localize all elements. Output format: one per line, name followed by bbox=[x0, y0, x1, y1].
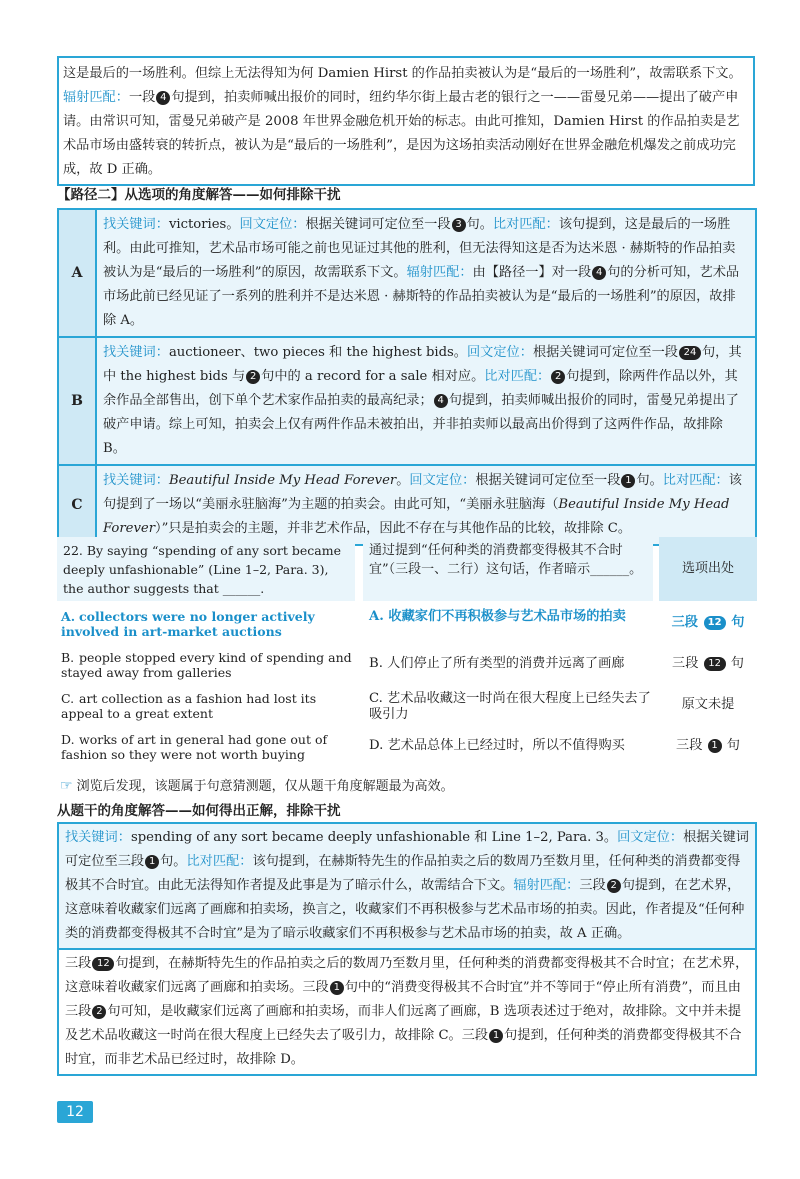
option-cn: C. 艺术品收藏这一时尚在很大程度上已经失去了吸引力 bbox=[369, 691, 651, 722]
option-cn: B. 人们停止了所有类型的消费并远离了画廊 bbox=[369, 656, 625, 671]
radiate-text-end: 句的分析可知，艺术品市场此前已经见证了一系列的胜利并不是达米恩 · 赫斯特的作品拍卖被认为是“最后的一场胜利”的原因，故排除 A。 bbox=[103, 265, 740, 328]
keyword-text: victories。 bbox=[168, 217, 240, 232]
option-en bbox=[57, 609, 355, 639]
sentence-number-icon: 12 bbox=[704, 616, 726, 630]
radiate-label: 辐射匹配： bbox=[513, 878, 580, 893]
compare-text: 该句提到，在赫斯特先生的作品拍卖之后的数周乃至数月里，任何种类的消费都变得极其不合时宜。由此无法得知作者提及此事是为了暗示什么，故需结合下文。 bbox=[65, 854, 741, 893]
compare-label: 比对匹配： bbox=[186, 854, 253, 869]
compare-text: 该句提到了一场以“美丽永驻脑海”为主题的拍卖会。由此可知，“美丽永驻脑海（ bbox=[103, 473, 742, 512]
locate-text: 根据关键词可定位至三段 bbox=[65, 830, 749, 869]
compare-text: 该句提到，这是最后的一场胜利。由此可推知，艺术品市场可能之前也见证过其他的胜利，但无法得知这是否为达米恩 · 赫斯特的作品拍卖被认为是“最后的一场胜利”的原因，故需联系下文。 bbox=[103, 217, 736, 280]
compare-label: 比对匹配： bbox=[492, 217, 559, 232]
locate-label: 回文定位： bbox=[239, 217, 306, 232]
sentence-number-icon: 4 bbox=[592, 266, 606, 280]
option-source bbox=[659, 697, 757, 713]
page-number: 12 bbox=[57, 1101, 93, 1123]
bottom-explanation-box bbox=[57, 822, 757, 1076]
source-header: 选项出处 bbox=[659, 537, 757, 601]
sentence-number-icon: 12 bbox=[704, 657, 726, 671]
keyword-text: auctioneer、two pieces 和 the highest bids。 bbox=[168, 345, 467, 360]
tip-line bbox=[60, 775, 454, 794]
locate-text-end: 句中的 a record for a sale 相对应。 bbox=[261, 369, 485, 384]
keyword-end: 。 bbox=[396, 473, 410, 488]
sentence-number-icon: 2 bbox=[246, 370, 260, 384]
analysis-block-1 bbox=[59, 824, 755, 950]
option-letter: A. bbox=[61, 609, 76, 624]
option-source bbox=[659, 738, 757, 754]
option-letter: C. bbox=[61, 691, 75, 706]
analysis-row-c bbox=[58, 465, 756, 545]
locate-text-mid: 句，其中 the highest bids 与 bbox=[103, 345, 742, 384]
sentence-number-icon: 1 bbox=[145, 855, 159, 869]
row-letter: A bbox=[58, 209, 96, 337]
row-body bbox=[96, 209, 756, 337]
radiate-label: 辐射匹配： bbox=[406, 265, 473, 280]
option-en-text: people stopped every kind of spending and stayed away from galleries bbox=[61, 650, 352, 680]
source-end: 句 bbox=[730, 656, 744, 671]
sentence-number-icon: 3 bbox=[452, 218, 466, 232]
analysis-row-a bbox=[58, 209, 756, 337]
radiation-label: 辐射匹配： bbox=[63, 90, 129, 105]
sentence-number-icon: 1 bbox=[621, 474, 635, 488]
text-part: 句中的“消费变得极其不合时宜”并不等同于“停止所有消费”，而且由三段 bbox=[65, 980, 741, 1019]
option-source bbox=[659, 656, 757, 672]
row-letter: C bbox=[58, 465, 96, 545]
option-letter: B. bbox=[61, 650, 75, 665]
source-text: 原文未提 bbox=[681, 697, 735, 712]
locate-label: 回文定位： bbox=[617, 830, 684, 845]
locate-text: 根据关键词可定位至一段 bbox=[475, 473, 621, 488]
text-part: 三段 bbox=[65, 956, 92, 971]
row-letter: B bbox=[58, 337, 96, 465]
source-text: 三段 bbox=[671, 615, 698, 630]
locate-text-end: 句。 bbox=[466, 217, 493, 232]
keyword-text: spending of any sort became deeply unfashionable 和 Line 1–2, Para. 3。 bbox=[130, 830, 618, 845]
sentence-number-icon: 2 bbox=[92, 1005, 106, 1019]
sentence-number-icon: 2 bbox=[607, 879, 621, 893]
locate-text-end: 句。 bbox=[636, 473, 663, 488]
locate-label: 回文定位： bbox=[409, 473, 476, 488]
top-line1: 这是最后的一场胜利。但综上无法得知为何 Damien Hirst 的作品拍卖被认为是“最后的一场胜利”，故需联系下文。 bbox=[63, 66, 742, 81]
keyword-label: 找关键词： bbox=[65, 830, 131, 845]
row-body bbox=[96, 337, 756, 465]
option-en bbox=[57, 650, 355, 680]
compare-text-end: 句提到，拍卖师喊出报价的同时，雷曼兄弟提出了破产申请。综上可知，拍卖会上仅有两件作品未被拍出，并非拍卖师以最高出价得到了这两件作品，故排除 B。 bbox=[103, 393, 739, 456]
source-text: 三段 bbox=[676, 738, 703, 753]
top-explanation-box bbox=[57, 56, 755, 186]
sentence-number-icon: 2 bbox=[551, 370, 565, 384]
option-cn: A. 收藏家们不再积极参与艺术品市场的拍卖 bbox=[369, 609, 626, 624]
keyword-label: 找关键词： bbox=[103, 345, 169, 360]
radiate-text: 三段 bbox=[579, 878, 606, 893]
sentence-number-icon: 24 bbox=[679, 346, 701, 360]
option-en-text: art collection as a fashion had lost its appeal to a great extent bbox=[61, 691, 317, 721]
source-text: 三段 bbox=[672, 656, 699, 671]
compare-label: 比对匹配： bbox=[662, 473, 729, 488]
pointing-hand-icon: ☞ bbox=[60, 778, 73, 794]
locate-text: 根据关键词可定位至一段 bbox=[532, 345, 678, 360]
analysis-row-b bbox=[58, 337, 756, 465]
question-stem: 22. By saying “spending of any sort became deeply unfashionable” (Line 1–2, Para. 3), the author suggests that ______. bbox=[57, 537, 355, 601]
radiate-text: 由【路径一】对一段 bbox=[472, 265, 592, 280]
locate-label: 回文定位： bbox=[467, 345, 533, 360]
compare-text-end: ）”只是拍卖会的主题，并非艺术作品，因此不存在与其他作品的比较，故排除 C。 bbox=[155, 521, 632, 536]
locate-text: 根据关键词可定位至一段 bbox=[305, 217, 451, 232]
sentence-number-icon: 4 bbox=[434, 394, 448, 408]
source-end: 句 bbox=[726, 738, 740, 753]
sentence-number-icon: 1 bbox=[489, 1029, 503, 1043]
option-en bbox=[57, 691, 355, 721]
source-end: 句 bbox=[731, 615, 745, 630]
sentence-number-icon: 1 bbox=[330, 981, 344, 995]
sentence-number-icon: 12 bbox=[92, 957, 114, 971]
options-analysis-table bbox=[57, 208, 757, 546]
option-en-text: works of art in general had gone out of fashion so they were not worth buying bbox=[61, 732, 328, 762]
compare-label: 比对匹配： bbox=[484, 369, 551, 384]
option-letter: D. bbox=[61, 732, 75, 747]
question-translation: 通过提到“任何种类的消费都变得极其不合时宜”（三段一、二行）这句话，作者暗示______。 bbox=[363, 537, 653, 601]
text-part: 句提到，任何种类的消费都变得极其不合时宜，而非艺术品已经过时，故排除 D。 bbox=[65, 1028, 742, 1067]
option-cn: D. 艺术品总体上已经过时，所以不值得购买 bbox=[369, 738, 625, 753]
sentence-number-icon: 4 bbox=[156, 91, 170, 105]
path2-heading: 【路径二】从选项的角度解答——如何排除干扰 bbox=[57, 187, 341, 203]
text-part: 句可知，是收藏家们远离了画廊和拍卖场，而非人们远离了画廊，B 选项表述过于绝对，故排除。文中并未提及艺术品收藏这一时尚在很大程度上已经失去了吸引力，故排除 C。三段 bbox=[65, 1004, 742, 1043]
row-body bbox=[96, 465, 756, 545]
keyword-label: 找关键词： bbox=[103, 473, 169, 488]
from-stem-heading: 从题干的角度解答——如何得出正解，排除干扰 bbox=[57, 803, 341, 819]
radiate-text-end: 句提到，在艺术界，这意味着收藏家们远离了画廊和拍卖场，换言之，收藏家们不再积极参与艺术品市场的拍卖。因此，作者提及“任何种类的消费都变得极其不合时宜”是为了暗示收藏家们不再积极参与艺术品市场的拍卖，故 A 正确。 bbox=[65, 878, 745, 941]
top-line2a: 一段 bbox=[128, 90, 156, 105]
compare-title: Beautiful Inside My Head Forever bbox=[103, 497, 730, 536]
analysis-block-2 bbox=[59, 950, 755, 1074]
top-line2b: 句提到，拍卖师喊出报价的同时，纽约华尔街上最古老的银行之一——雷曼兄弟——提出了破产申请。由常识可知，雷曼兄弟破产是 2008 年世界金融危机开始的标志。由此可推知，Damien Hirst 的作品拍卖是艺术品市场由盛转衰的转折点，被认为是“最后的一场胜利”，是因为这场拍卖活动刚好在世界金融危机爆发之前成功完成，故 D 正确。 bbox=[63, 90, 740, 177]
tip-text: 浏览后发现，该题属于句意猜测题，仅从题干角度解题最为高效。 bbox=[76, 779, 454, 794]
option-en-text: collectors were no longer actively involved in art-market auctions bbox=[61, 609, 315, 639]
keyword-label: 找关键词： bbox=[103, 217, 169, 232]
compare-text: 句提到，除两件作品以外，其余作品全部售出，创下单个艺术家作品拍卖的最高纪录； bbox=[103, 369, 738, 408]
sentence-number-icon: 1 bbox=[708, 739, 722, 753]
locate-text-end: 句。 bbox=[160, 854, 187, 869]
option-en bbox=[57, 732, 355, 762]
option-source bbox=[659, 615, 757, 631]
text-part: 句提到，在赫斯特先生的作品拍卖之后的数周乃至数月里，任何种类的消费都变得极其不合时宜；在艺术界，这意味着收藏家们远离了画廊和拍卖场。三段 bbox=[65, 956, 749, 995]
keyword-text: Beautiful Inside My Head Forever bbox=[168, 473, 397, 488]
